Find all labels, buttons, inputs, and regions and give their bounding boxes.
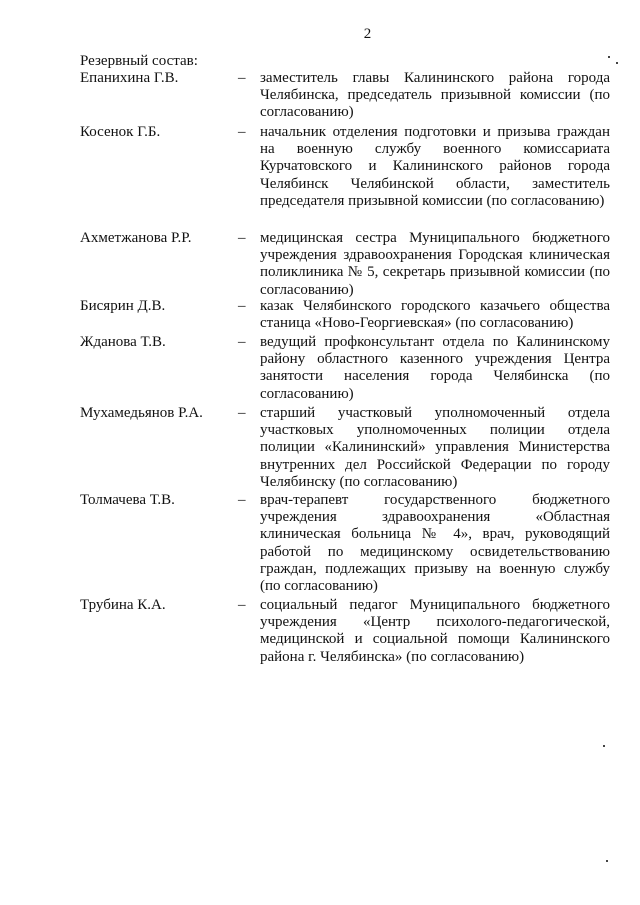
scan-speck [603,745,605,747]
member-row [80,230,610,299]
member-description: старший участковый уполномоченный отдела участковых уполномоченных полиции отдела полиции «Калининский» управления Министерства внутренних дел Российской Федерации по городу Челябинску (по согласованию) [260,405,610,490]
member-dash: – [238,124,246,140]
member-description: ведущий профконсультант отдела по Калининскому району областного казенного учреждения Центра занятости населения города Челябинска (по согласованию) [260,334,610,402]
member-dash: – [238,334,246,350]
member-name: Толмачева Т.В. [80,492,175,508]
member-dash: – [238,230,246,246]
member-row [80,597,610,666]
member-dash: – [238,492,246,508]
scan-speck [608,56,610,58]
member-name: Мухамедьянов Р.А. [80,405,203,421]
member-description: начальник отделения подготовки и призыва граждан на военную службу военного комиссариата Курчатовского и Калининского районов города Челябинск Челябинской области, заместитель председателя призывной комиссии (по согласованию) [260,124,610,209]
member-name: Ахметжанова Р.Р. [80,230,192,246]
member-row [80,124,610,210]
scan-speck [606,860,608,862]
member-name: Косенок Г.Б. [80,124,161,140]
member-description: медицинская сестра Муниципального бюджетного учреждения здравоохранения Городская клиническая поликлиника № 5, секретарь призывной комиссии (по согласованию) [260,230,610,298]
member-description: социальный педагог Муниципального бюджетного учреждения «Центр психолого-педагогической, медицинской и социальной помощи Калининского района г. Челябинска» (по согласованию) [260,597,610,665]
member-description: заместитель главы Калининского района города Челябинска, председатель призывной комиссии (по согласованию) [260,70,610,121]
member-dash: – [238,298,246,314]
member-dash: – [238,597,246,613]
member-name: Бисярин Д.В. [80,298,166,314]
section-title: Резервный состав: [80,53,198,69]
scan-speck [616,62,618,64]
member-description: казак Челябинского городского казачьего общества станица «Ново-Георгиевская» (по согласованию) [260,298,610,332]
member-name: Жданова Т.В. [80,334,166,350]
member-row [80,405,610,491]
member-row [80,298,610,332]
page-number: 2 [363,26,372,42]
member-row [80,70,610,122]
member-dash: – [238,405,246,421]
member-row [80,492,610,595]
member-dash: – [238,70,246,86]
member-name: Трубина К.А. [80,597,166,613]
member-description: врач-терапевт государственного бюджетного учреждения здравоохранения «Областная клиническая больница № 4», врач, руководящий работой по медицинскому освидетельствованию граждан, подлежащих призыву на военную службу (по согласованию) [260,492,610,595]
member-row [80,334,610,403]
member-name: Епанихина Г.В. [80,70,179,86]
